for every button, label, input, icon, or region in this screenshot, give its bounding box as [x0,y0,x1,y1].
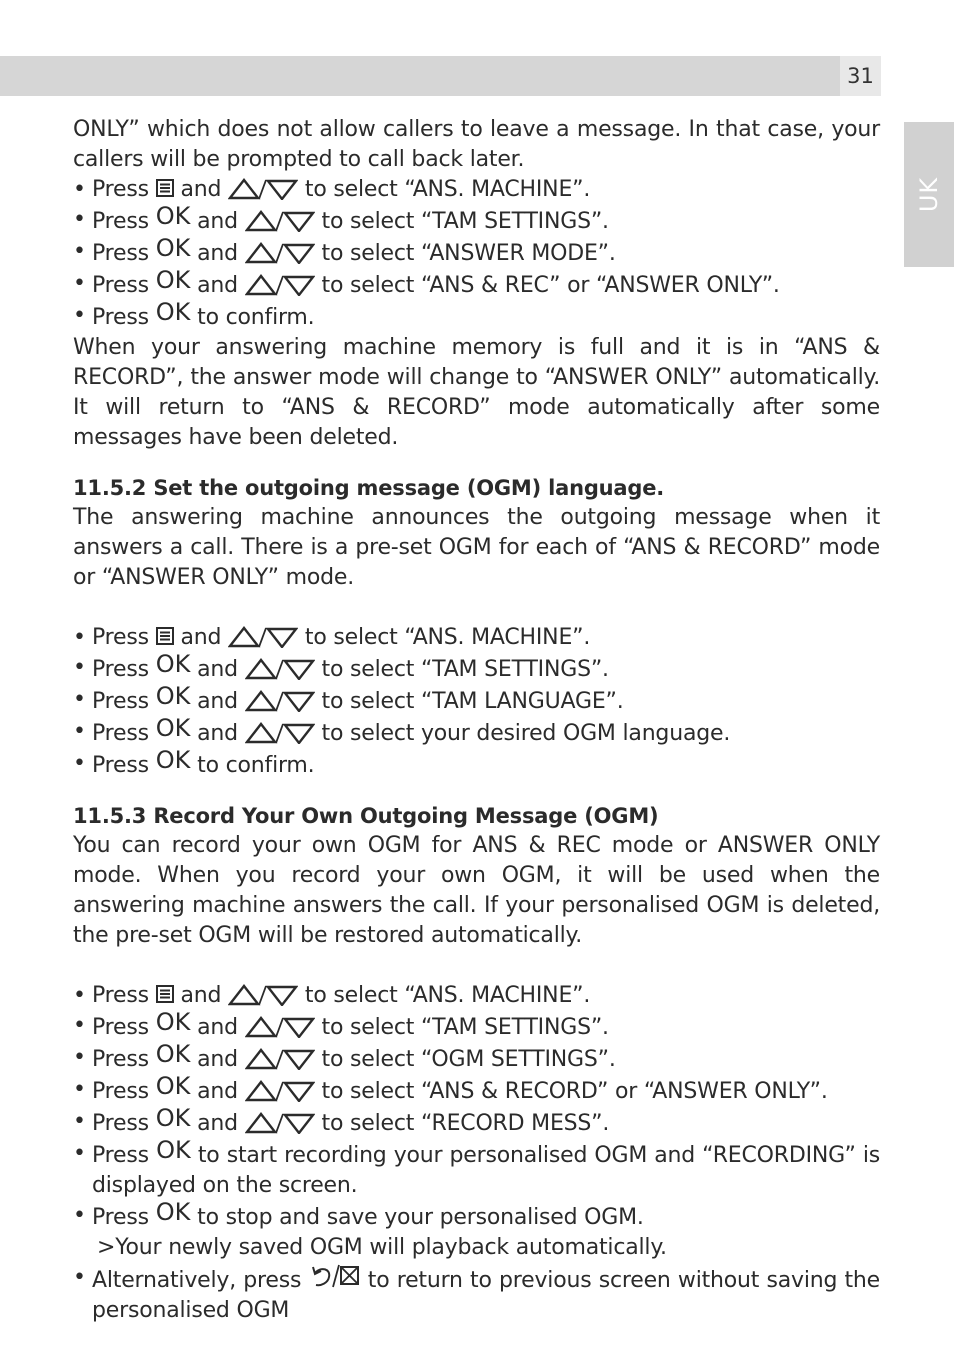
back-delete-icon [309,1263,361,1289]
ok-key-label: OK [155,1008,191,1036]
step-text: to start recording your personalised OGM and “RECORDING” is displayed on the screen. [92,1143,881,1198]
menu-key-icon [156,627,174,645]
menu-key-icon [156,985,174,1003]
step-join-text: and [180,983,222,1008]
up-down-arrows-icon [228,984,298,1006]
ok-key-label: OK [155,202,191,230]
up-down-arrows-icon [245,1016,315,1038]
list-item [73,746,880,781]
step-text: to select “OGM SETTINGS”. [321,1047,616,1072]
step-text: to select “ANS. MACHINE”. [304,177,591,202]
list-item [73,1263,880,1326]
menu-key-icon [156,179,174,197]
step-join-text: and [197,657,238,682]
intro-steps [73,175,880,333]
section-1153-paragraph: You can record your own OGM for ANS & REC mode or ANSWER ONLY mode. When you record your own OGM, it will be used when the answering machine answers the call. If your personalised OGM is deleted, the pre-set OGM will be restored automatically. [73,833,880,948]
step-text: to select “TAM SETTINGS”. [321,1015,609,1040]
list-item [73,1198,880,1233]
up-down-arrows-icon [245,274,315,296]
up-down-arrows-icon [245,1048,315,1070]
language-tab-label: UK [915,176,943,213]
step-press-text: Press [92,657,149,682]
step-press-text: Press [92,753,149,778]
ok-key-label: OK [155,650,191,678]
step-join-text: and [197,241,238,266]
language-tab [904,122,954,267]
list-item [73,1040,880,1075]
step-text: to select “TAM SETTINGS”. [321,657,609,682]
step-press-text: Press [92,983,149,1008]
ok-key-label: OK [155,714,191,742]
step-text: to select your desired OGM language. [321,721,731,746]
section-heading-1153: 11.5.3 Record Your Own Outgoing Message (OGM) [73,804,659,828]
step-text: to select “ANS & REC” or “ANSWER ONLY”. [321,273,780,298]
step-join-text: and [197,1079,238,1104]
ok-key-label: OK [155,1198,191,1226]
step-text: to confirm. [197,753,315,778]
list-item [73,650,880,685]
list-item [73,298,880,333]
step-join-text: and [180,177,222,202]
page-number: 31 [840,56,881,96]
step-text: to stop and save your personalised OGM. [197,1205,644,1230]
list-item [73,981,880,1011]
step-join-text: and [197,1047,238,1072]
ok-key-label: OK [155,746,191,774]
section-1153-steps [73,981,880,1233]
step-text: to select “ANS. MACHINE”. [304,983,591,1008]
list-item [73,1136,881,1201]
ok-key-label: OK [155,1104,191,1132]
step-join-text: and [197,209,238,234]
step-press-text: Press [92,1015,149,1040]
step-press-text: Alternatively, press [92,1268,302,1293]
section-1152-steps [73,623,880,781]
step-press-text: Press [92,1079,149,1104]
up-down-arrows-icon [245,1112,315,1134]
step-press-text: Press [92,1143,149,1168]
step-press-text: Press [92,689,149,714]
step-text: to select “RECORD MESS”. [321,1111,610,1136]
step-join-text: and [197,273,238,298]
list-item [73,623,880,653]
section-1152-paragraph: The answering machine announces the outgoing message when it answers a call. There is a pre-set OGM for each of “ANS & RECORD” mode or “ANSWER ONLY” mode. [73,505,880,590]
step-press-text: Press [92,1111,149,1136]
section-1153-last-step [73,1263,880,1326]
page-content [73,115,880,1326]
step-join-text: and [180,625,222,650]
list-item [73,1008,880,1043]
header-bar [0,56,881,96]
up-down-arrows-icon [245,1080,315,1102]
section-heading-1152: 11.5.2 Set the outgoing message (OGM) language. [73,476,665,500]
list-item [73,266,880,301]
step-press-text: Press [92,273,149,298]
step-press-text: Press [92,177,149,202]
step-press-text: Press [92,625,149,650]
list-item [73,175,880,205]
step-text: to select “ANSWER MODE”. [321,241,616,266]
up-down-arrows-icon [245,210,315,232]
ok-key-label: OK [155,1040,191,1068]
up-down-arrows-icon [245,658,315,680]
up-down-arrows-icon [245,722,315,744]
memory-full-paragraph: When your answering machine memory is full and it is in “ANS & RECORD”, the answer mode will change to “ANSWER ONLY” automatically. It will return to “ANS & RECORD” mode automatically after some messages have been deleted. [73,335,880,450]
step-press-text: Press [92,305,149,330]
playback-note: >Your newly saved OGM will playback automatically. [97,1235,667,1260]
step-press-text: Press [92,209,149,234]
step-text: to select “ANS. MACHINE”. [304,625,591,650]
step-text: to select “TAM SETTINGS”. [321,209,609,234]
step-press-text: Press [92,721,149,746]
ok-key-label: OK [155,682,191,710]
step-join-text: and [197,689,238,714]
step-text: to confirm. [197,305,315,330]
step-press-text: Press [92,1205,149,1230]
list-item [73,714,880,749]
step-join-text: and [197,1111,238,1136]
list-item [73,682,880,717]
up-down-arrows-icon [228,626,298,648]
intro-paragraph: ONLY” which does not allow callers to leave a message. In that case, your callers will be prompted to call back later. [73,117,880,172]
step-press-text: Press [92,241,149,266]
step-text: to return to previous screen without saving the personalised OGM [92,1268,880,1323]
ok-key-label: OK [155,234,191,262]
list-item [73,1072,880,1107]
list-item [73,202,880,237]
step-press-text: Press [92,1047,149,1072]
up-down-arrows-icon [228,178,298,200]
step-text: to select “ANS & RECORD” or “ANSWER ONLY”. [321,1079,828,1104]
ok-key-label: OK [155,1072,191,1100]
up-down-arrows-icon [245,242,315,264]
step-join-text: and [197,721,238,746]
list-item [73,234,880,269]
ok-key-label: OK [155,266,191,294]
ok-key-label: OK [156,1136,191,1164]
list-item [73,1104,880,1139]
up-down-arrows-icon [245,690,315,712]
step-join-text: and [197,1015,238,1040]
ok-key-label: OK [155,298,191,326]
step-text: to select “TAM LANGUAGE”. [321,689,624,714]
